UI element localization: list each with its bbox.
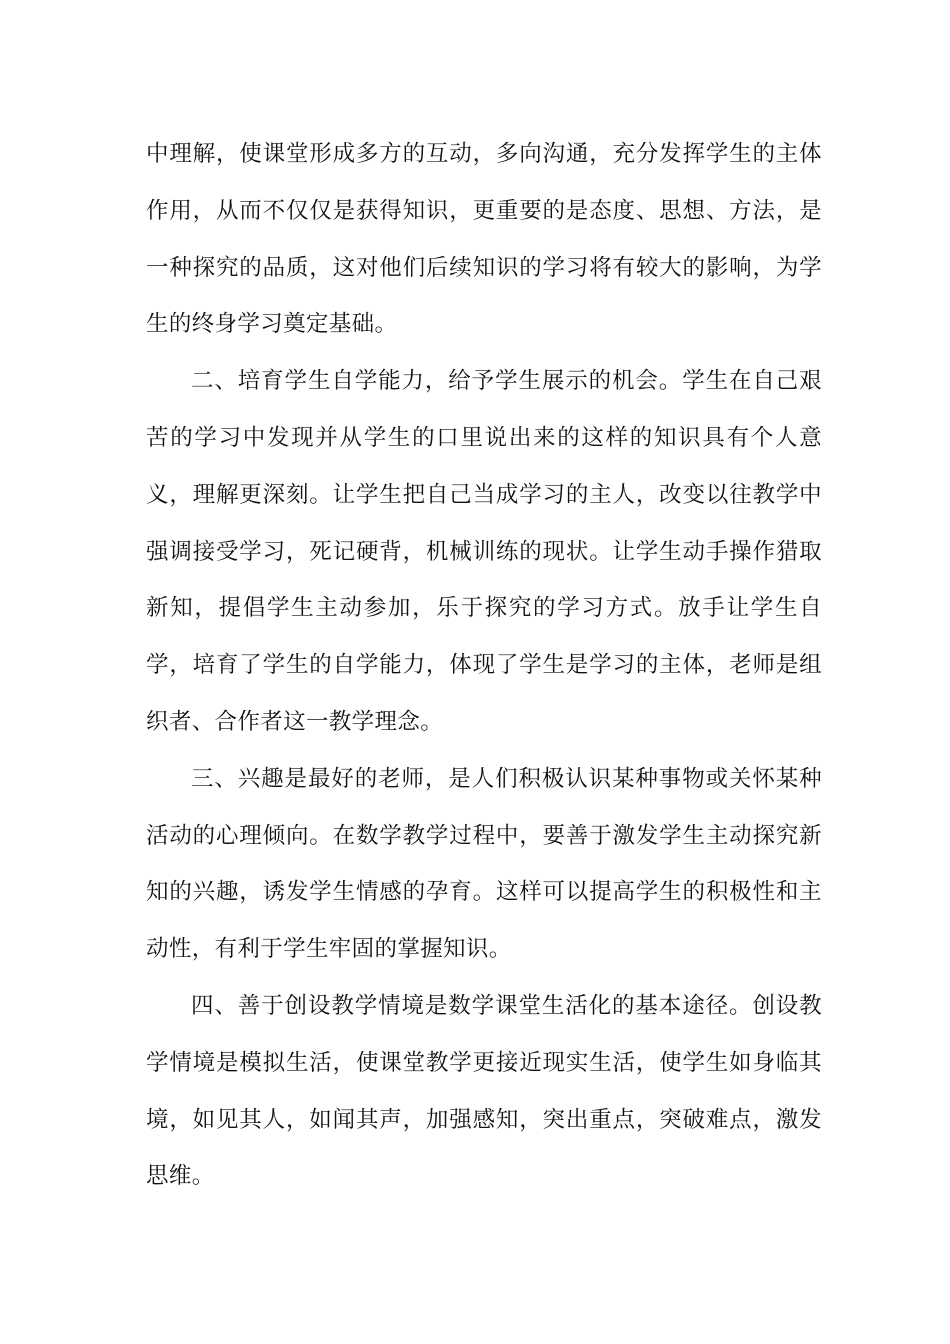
paragraph-teaching-context: 四、善于创设教学情境是数学课堂生活化的基本途径。创设教学情境是模拟生活，使课堂教学更接近现实生活，使学生如身临其境，如见其人，如闻其声，加强感知，突出重点，突破难点，激发思维。 — [146, 992, 822, 1190]
document-body — [146, 126, 822, 1205]
paragraph-self-study: 二、培育学生自学能力，给予学生展示的机会。学生在自己艰苦的学习中发现并从学生的口里说出来的这样的知识具有个人意义，理解更深刻。让学生把自己当成学习的主人，改变以往教学中强调接受学习，死记硬背，机械训练的现状。让学生动手操作猎取新知，提倡学生主动参加，乐于探究的学习方式。放手让学生自学，培育了学生的自学能力，体现了学生是学习的主体，老师是组织者、合作者这一教学理念。 — [146, 368, 822, 735]
paragraph-interest: 三、兴趣是最好的老师，是人们积极认识某种事物或关怀某种活动的心理倾向。在数学教学过程中，要善于激发学生主动探究新知的兴趣，诱发学生情感的孕育。这样可以提高学生的积极性和主动性，有利于学生牢固的掌握知识。 — [146, 765, 822, 963]
paragraph-continuation: 中理解，使课堂形成多方的互动，多向沟通，充分发挥学生的主体作用，从而不仅仅是获得知识，更重要的是态度、思想、方法，是一种探究的品质，这对他们后续知识的学习将有较大的影响，为学生的终身学习奠定基础。 — [146, 141, 822, 338]
